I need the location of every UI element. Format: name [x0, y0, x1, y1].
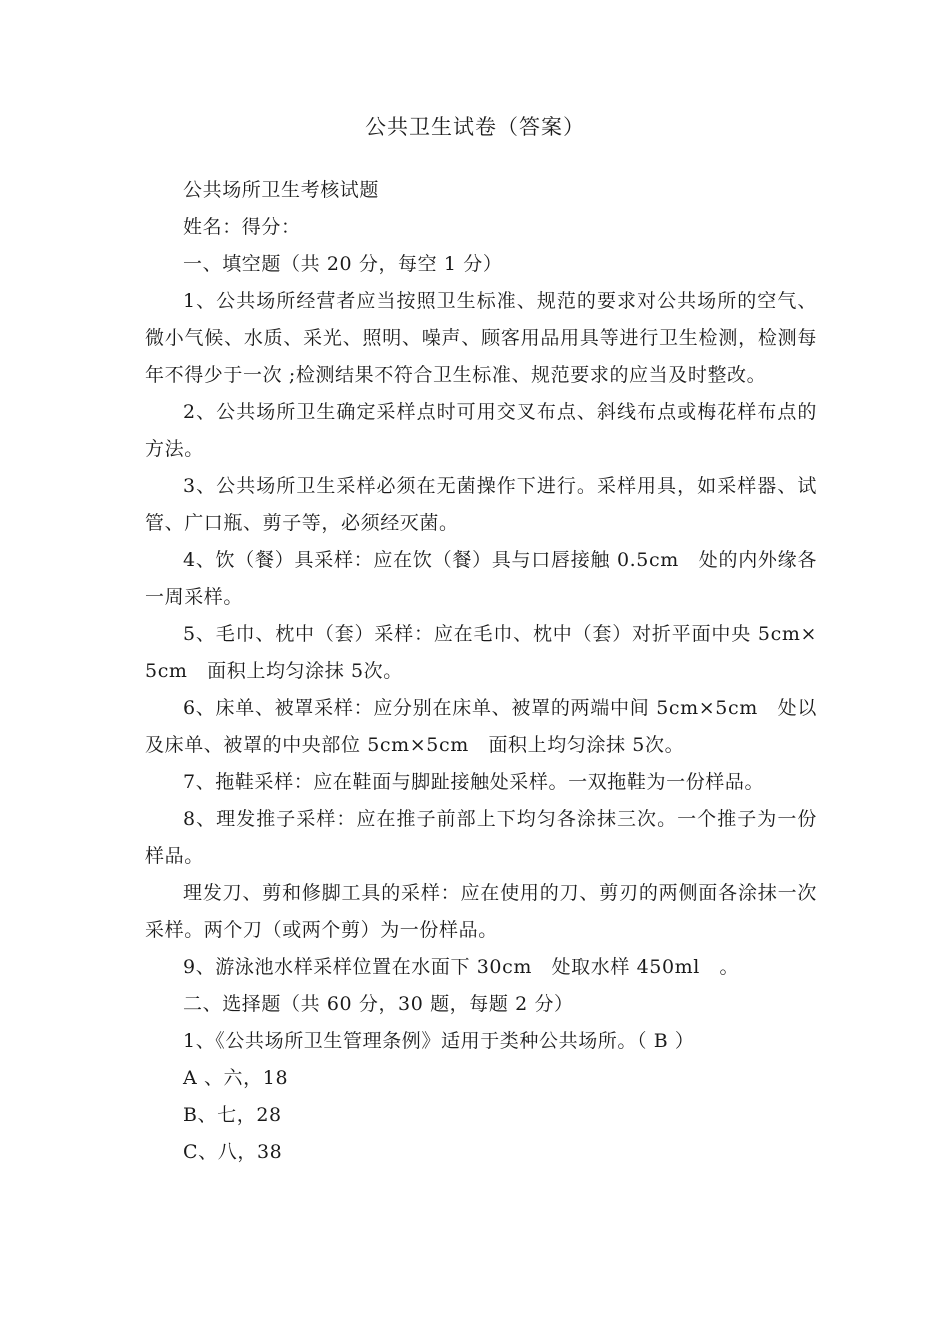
- fill-blank-item-3: 3、公共场所卫生采样必须在无菌操作下进行。采样用具，如采样器、试管、广口瓶、剪子等，必须经灭菌。: [145, 475, 817, 534]
- choice-option-b: B、七，28: [183, 1104, 282, 1126]
- page-title: 公共卫生试卷（答案）: [365, 115, 585, 139]
- name-score-line: 姓名：得分：: [183, 216, 301, 238]
- fill-blank-item-5: 5、毛巾、枕中（套）采样：应在毛巾、枕中（套）对折平面中央 5cm×5cm 面积上均匀涂抹 5次。: [145, 623, 817, 682]
- fill-blank-item-2: 2、公共场所卫生确定采样点时可用交叉布点、斜线布点或梅花样布点的方法。: [145, 401, 817, 460]
- fill-blank-item-7: 7、拖鞋采样：应在鞋面与脚趾接触处采样。一双拖鞋为一份样品。: [183, 771, 765, 793]
- choice-option-a: A 、六，18: [183, 1067, 289, 1089]
- choice-question-1: 1、《公共场所卫生管理条例》适用于类种公共场所。（ B ）: [183, 1030, 695, 1052]
- fill-blank-item-8-continued: 理发刀、剪和修脚工具的采样：应在使用的刀、剪刃的两侧面各涂抹一次采样。两个刀（或两个剪）为一份样品。: [145, 882, 817, 941]
- document-body: [145, 172, 817, 1171]
- fill-blank-item-6: 6、床单、被罩采样：应分别在床单、被罩的两端中间 5cm×5cm 处以及床单、被罩的中央部位 5cm×5cm 面积上均匀涂抹 5次。: [145, 697, 817, 756]
- fill-blank-item-1: 1、公共场所经营者应当按照卫生标准、规范的要求对公共场所的空气、微小气候、水质、采光、照明、噪声、顾客用品用具等进行卫生检测，检测每年不得少于一次 ;检测结果不符合卫生标准、规范要求的应当及时整改。: [145, 290, 817, 386]
- exam-subtitle: 公共场所卫生考核试题: [183, 179, 380, 201]
- section-heading-multiple-choice: 二、选择题（共 60 分，30 题，每题 2 分）: [183, 993, 574, 1015]
- choice-option-c: C、八，38: [183, 1141, 283, 1163]
- section-heading-fill-blank: 一、填空题（共 20 分，每空 1 分）: [183, 253, 503, 275]
- fill-blank-item-8: 8、理发推子采样：应在推子前部上下均匀各涂抹三次。一个推子为一份样品。: [145, 808, 817, 867]
- fill-blank-item-4: 4、饮（餐）具采样：应在饮（餐）具与口唇接触 0.5cm 处的内外缘各一周采样。: [145, 549, 817, 608]
- fill-blank-item-9: 9、游泳池水样采样位置在水面下 30cm 处取水样 450ml 。: [183, 956, 740, 978]
